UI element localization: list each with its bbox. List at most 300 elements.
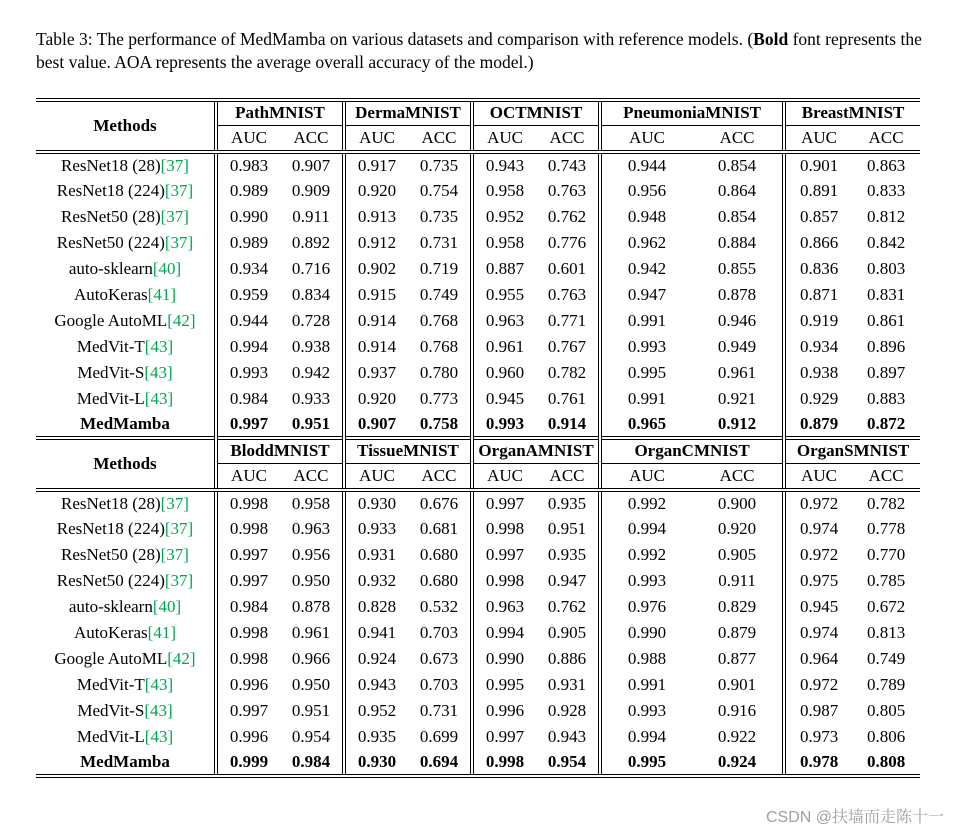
metric-value: 0.972 <box>784 672 852 698</box>
header-row-datasets <box>36 438 920 464</box>
metric-value: 0.930 <box>344 490 408 516</box>
metric-value: 0.991 <box>600 386 692 412</box>
metric-value: 0.998 <box>472 516 536 542</box>
metric-value: 0.997 <box>216 542 280 568</box>
metric-value: 0.768 <box>419 310 459 330</box>
metric-value: 0.930 <box>344 750 408 776</box>
metric-value: 0.972 <box>784 542 852 568</box>
metric-header-acc: ACC <box>852 126 920 152</box>
metric-value: 0.768 <box>419 336 459 356</box>
metric-value: 0.991 <box>600 308 692 334</box>
metric-value: 0.770 <box>866 544 906 564</box>
citation-link[interactable]: [43] <box>144 674 174 694</box>
metric-value: 0.771 <box>547 310 587 330</box>
method-label: Google AutoML <box>54 310 168 330</box>
table-row <box>36 568 920 594</box>
metric-value: 0.763 <box>547 284 587 304</box>
method-name <box>36 386 216 412</box>
metric-value: 0.905 <box>547 622 587 642</box>
metric-value: 0.995 <box>600 750 692 776</box>
table-row <box>36 386 920 412</box>
citation-link[interactable]: [43] <box>144 388 174 408</box>
metric-value: 0.995 <box>600 360 692 386</box>
citation-link[interactable]: [37] <box>160 544 189 564</box>
table-row <box>36 542 920 568</box>
citation-link[interactable]: [43] <box>144 700 173 720</box>
methods-header: Methods <box>36 100 216 152</box>
watermark: CSDN @扶墙而走陈十一 <box>765 809 944 826</box>
method-name <box>36 334 216 360</box>
metric-value: 0.945 <box>472 386 536 412</box>
metric-value: 0.945 <box>784 594 852 620</box>
metric-value: 0.735 <box>419 155 459 175</box>
metric-value: 0.933 <box>291 388 331 408</box>
metric-value: 0.778 <box>866 518 906 538</box>
metric-value: 0.909 <box>291 180 331 200</box>
metric-value: 0.943 <box>547 726 587 746</box>
table-row <box>36 256 920 282</box>
method-label: MedMamba <box>80 751 170 771</box>
metric-value: 0.911 <box>718 570 756 590</box>
citation-link[interactable]: [37] <box>164 570 194 590</box>
metric-value: 0.975 <box>784 568 852 594</box>
metric-header-auc: AUC <box>784 126 852 152</box>
method-name <box>36 698 216 724</box>
metric-value: 0.944 <box>216 308 280 334</box>
metric-value: 0.997 <box>472 542 536 568</box>
metric-value: 0.920 <box>717 518 757 538</box>
citation-link[interactable]: [42] <box>167 310 196 330</box>
metric-value: 0.994 <box>600 724 692 750</box>
metric-value: 0.883 <box>866 388 906 408</box>
metric-value: 0.780 <box>419 362 459 382</box>
metric-value: 0.956 <box>291 544 331 564</box>
method-label: ResNet50 (224) <box>56 232 165 252</box>
metric-value: 0.964 <box>784 646 852 672</box>
metric-value: 0.963 <box>472 308 536 334</box>
metric-value: 0.758 <box>419 413 459 433</box>
method-label: ResNet18 (28) <box>61 493 161 513</box>
metric-header-auc: AUC <box>472 126 536 152</box>
table-row <box>36 750 920 776</box>
metric-value: 0.676 <box>419 493 459 513</box>
metric-value: 0.866 <box>784 230 852 256</box>
table-row <box>36 594 920 620</box>
metric-value: 0.937 <box>344 360 408 386</box>
citation-link[interactable]: [42] <box>167 648 196 668</box>
citation-link[interactable]: [41] <box>147 284 176 304</box>
metric-value: 0.960 <box>472 360 536 386</box>
metric-value: 0.836 <box>784 256 852 282</box>
metric-value: 0.929 <box>784 386 852 412</box>
metric-value: 0.989 <box>216 230 280 256</box>
metric-value: 0.934 <box>216 256 280 282</box>
metric-value: 0.871 <box>784 282 852 308</box>
metric-value: 0.938 <box>291 336 331 356</box>
metric-value: 0.892 <box>291 232 331 252</box>
metric-value: 0.952 <box>472 204 536 230</box>
metric-value: 0.994 <box>600 516 692 542</box>
metric-value: 0.947 <box>547 570 587 590</box>
metric-value: 0.954 <box>291 726 331 746</box>
metric-value: 0.972 <box>784 490 852 516</box>
metric-value: 0.993 <box>472 412 536 438</box>
metric-value: 0.855 <box>717 258 757 278</box>
header-row-datasets <box>36 100 920 126</box>
table-row <box>36 672 920 698</box>
method-name <box>36 594 216 620</box>
metric-value: 0.994 <box>216 334 280 360</box>
metric-value: 0.973 <box>784 724 852 750</box>
method-label: ResNet50 (28) <box>61 544 161 564</box>
metric-value: 0.948 <box>600 204 692 230</box>
metric-value: 0.935 <box>547 544 587 564</box>
metric-value: 0.966 <box>291 648 331 668</box>
metric-value: 0.942 <box>600 256 692 282</box>
metric-value: 0.762 <box>547 206 587 226</box>
method-name <box>36 282 216 308</box>
metric-value: 0.601 <box>547 258 587 278</box>
metric-value: 0.993 <box>600 568 692 594</box>
metric-value: 0.933 <box>344 516 408 542</box>
dataset-header-organcmnist: OrganCMNIST <box>600 438 784 464</box>
metric-value: 0.919 <box>784 308 852 334</box>
metric-value: 0.731 <box>419 700 459 720</box>
method-label: ResNet18 (224) <box>56 518 165 538</box>
metric-value: 0.808 <box>852 750 920 776</box>
metric-value: 0.993 <box>600 698 692 724</box>
table-row <box>36 646 920 672</box>
metric-value: 0.931 <box>547 674 587 694</box>
metric-value: 0.829 <box>717 596 757 616</box>
metric-value: 0.828 <box>344 594 408 620</box>
table-row <box>36 178 920 204</box>
metric-value: 0.813 <box>866 622 906 642</box>
citation-link[interactable]: [37] <box>160 206 189 226</box>
method-label: AutoKeras <box>74 284 148 304</box>
metric-value: 0.812 <box>866 206 906 226</box>
metric-value: 0.962 <box>600 230 692 256</box>
metric-value: 0.789 <box>866 674 906 694</box>
caption-bold-word: Bold <box>753 29 789 49</box>
metric-value: 0.959 <box>216 282 280 308</box>
method-label: AutoKeras <box>74 622 148 642</box>
metric-value: 0.694 <box>408 750 472 776</box>
metric-value: 0.995 <box>472 672 536 698</box>
table-row <box>36 490 920 516</box>
metric-value: 0.782 <box>866 493 906 513</box>
metric-value: 0.897 <box>866 362 906 382</box>
metric-value: 0.997 <box>216 568 280 594</box>
metric-header-auc: AUC <box>344 126 408 152</box>
metric-value: 0.762 <box>547 596 587 616</box>
method-name <box>36 516 216 542</box>
metric-value: 0.879 <box>717 622 757 642</box>
metric-value: 0.999 <box>216 750 280 776</box>
citation-link[interactable]: [40] <box>152 258 182 278</box>
metric-value: 0.916 <box>717 700 757 720</box>
method-name <box>36 568 216 594</box>
method-label: MedVit-T <box>76 336 145 356</box>
dataset-header-tissuemnist: TissueMNIST <box>344 438 472 464</box>
citation-link[interactable]: [43] <box>144 726 174 746</box>
metric-value: 0.961 <box>291 622 331 642</box>
metric-value: 0.879 <box>784 412 852 438</box>
metric-header-acc: ACC <box>692 464 784 490</box>
metric-value: 0.931 <box>344 542 408 568</box>
metric-value: 0.878 <box>717 284 757 304</box>
method-label: MedVit-S <box>77 362 145 382</box>
table-row <box>36 698 920 724</box>
metric-value: 0.942 <box>291 362 331 382</box>
metric-value: 0.761 <box>547 388 587 408</box>
metric-value: 0.922 <box>717 726 757 746</box>
dataset-header-bloddmnist: BloddMNIST <box>216 438 344 464</box>
metric-value: 0.965 <box>600 412 692 438</box>
metric-value: 0.673 <box>419 648 459 668</box>
method-name <box>36 620 216 646</box>
metric-value: 0.914 <box>547 413 587 433</box>
method-label: ResNet18 (224) <box>56 180 165 200</box>
metric-value: 0.992 <box>600 542 692 568</box>
metric-value: 0.998 <box>472 750 536 776</box>
metric-value: 0.912 <box>717 413 757 433</box>
method-label: MedVit-L <box>76 388 145 408</box>
metric-value: 0.681 <box>419 518 459 538</box>
metric-value: 0.915 <box>344 282 408 308</box>
metric-value: 0.963 <box>291 518 331 538</box>
method-name <box>36 646 216 672</box>
metric-value: 0.782 <box>547 362 587 382</box>
metric-value: 0.716 <box>291 258 331 278</box>
metric-value: 0.988 <box>600 646 692 672</box>
citation-link[interactable]: [37] <box>160 155 189 175</box>
method-label: ResNet50 (224) <box>56 570 165 590</box>
metric-header-acc: ACC <box>408 126 472 152</box>
metric-value: 0.997 <box>216 698 280 724</box>
metric-value: 0.924 <box>692 750 784 776</box>
metric-value: 0.878 <box>291 596 331 616</box>
metric-header-auc: AUC <box>784 464 852 490</box>
metric-value: 0.785 <box>866 570 906 590</box>
metric-value: 0.976 <box>600 594 692 620</box>
metric-value: 0.951 <box>547 518 587 538</box>
metric-value: 0.932 <box>344 568 408 594</box>
metric-value: 0.743 <box>547 155 587 175</box>
metric-value: 0.912 <box>344 230 408 256</box>
method-name <box>36 152 216 178</box>
metric-value: 0.854 <box>717 155 757 175</box>
metric-value: 0.864 <box>717 180 757 200</box>
metric-value: 0.941 <box>344 620 408 646</box>
metric-header-auc: AUC <box>344 464 408 490</box>
metric-value: 0.997 <box>472 490 536 516</box>
metric-value: 0.949 <box>717 336 757 356</box>
metric-value: 0.992 <box>600 490 692 516</box>
metric-value: 0.921 <box>717 388 757 408</box>
metric-value: 0.896 <box>866 336 906 356</box>
metric-value: 0.955 <box>472 282 536 308</box>
metric-value: 0.831 <box>866 284 906 304</box>
citation-link[interactable]: [43] <box>144 362 173 382</box>
metric-value: 0.924 <box>344 646 408 672</box>
method-name <box>36 360 216 386</box>
metric-value: 0.983 <box>216 152 280 178</box>
metric-value: 0.978 <box>784 750 852 776</box>
metric-header-acc: ACC <box>280 464 344 490</box>
metric-value: 0.905 <box>717 544 757 564</box>
metric-value: 0.934 <box>784 334 852 360</box>
metric-value: 0.907 <box>344 412 408 438</box>
metric-header-acc: ACC <box>280 126 344 152</box>
metric-value: 0.944 <box>600 152 692 178</box>
metric-value: 0.990 <box>216 204 280 230</box>
method-name <box>36 412 216 438</box>
method-label: MedMamba <box>80 413 170 433</box>
metric-value: 0.935 <box>344 724 408 750</box>
metric-value: 0.938 <box>784 360 852 386</box>
method-name <box>36 256 216 282</box>
metric-value: 0.735 <box>419 206 459 226</box>
dataset-header-pathmnist: PathMNIST <box>216 100 344 126</box>
metric-value: 0.900 <box>717 493 757 513</box>
metric-value: 0.947 <box>600 282 692 308</box>
caption-text-suffix: font represents the best value. AOA represents the average overall accuracy of the model.) <box>36 29 922 72</box>
metric-value: 0.956 <box>600 178 692 204</box>
methods-header: Methods <box>36 438 216 490</box>
metric-value: 0.952 <box>344 698 408 724</box>
metric-value: 0.958 <box>472 230 536 256</box>
citation-link[interactable]: [37] <box>160 493 189 513</box>
table-row <box>36 282 920 308</box>
metric-value: 0.917 <box>344 152 408 178</box>
metric-value: 0.996 <box>216 724 280 750</box>
citation-link[interactable]: [37] <box>164 232 194 252</box>
method-name <box>36 542 216 568</box>
metric-value: 0.951 <box>291 413 331 433</box>
metric-value: 0.963 <box>472 594 536 620</box>
caption-text-prefix: Table 3: The performance of MedMamba on various datasets and comparison with reference models. ( <box>36 29 754 49</box>
metric-value: 0.719 <box>419 258 459 278</box>
metric-value: 0.998 <box>216 490 280 516</box>
citation-link[interactable]: [37] <box>164 518 194 538</box>
metric-value: 0.901 <box>717 674 757 694</box>
method-label: MedVit-S <box>77 700 145 720</box>
citation-link[interactable]: [37] <box>164 180 194 200</box>
metric-value: 0.680 <box>419 544 459 564</box>
metric-value: 0.984 <box>280 750 344 776</box>
metric-value: 0.749 <box>866 648 906 668</box>
table-row <box>36 412 920 438</box>
metric-value: 0.961 <box>472 334 536 360</box>
dataset-header-pneumoniamnist: PneumoniaMNIST <box>600 100 784 126</box>
metric-value: 0.997 <box>472 724 536 750</box>
results-table <box>36 98 920 778</box>
metric-value: 0.699 <box>419 726 459 746</box>
metric-value: 0.911 <box>292 206 330 226</box>
metric-value: 0.958 <box>291 493 331 513</box>
metric-value: 0.914 <box>344 334 408 360</box>
metric-header-auc: AUC <box>600 464 692 490</box>
metric-value: 0.943 <box>472 152 536 178</box>
metric-value: 0.987 <box>784 698 852 724</box>
metric-value: 0.834 <box>291 284 331 304</box>
metric-value: 0.754 <box>419 180 459 200</box>
metric-value: 0.990 <box>472 646 536 672</box>
metric-value: 0.891 <box>784 178 852 204</box>
method-name <box>36 178 216 204</box>
metric-value: 0.990 <box>600 620 692 646</box>
method-label: auto-sklearn <box>68 258 153 278</box>
metric-value: 0.951 <box>291 700 331 720</box>
method-label: MedVit-L <box>76 726 145 746</box>
citation-link[interactable]: [40] <box>152 596 182 616</box>
dataset-header-dermamnist: DermaMNIST <box>344 100 472 126</box>
metric-value: 0.920 <box>344 178 408 204</box>
table-caption <box>36 28 928 74</box>
method-label: ResNet50 (28) <box>61 206 161 226</box>
metric-value: 0.984 <box>216 594 280 620</box>
metric-value: 0.954 <box>536 750 600 776</box>
table-row <box>36 620 920 646</box>
metric-value: 0.996 <box>472 698 536 724</box>
dataset-header-breastmnist: BreastMNIST <box>784 100 920 126</box>
metric-value: 0.805 <box>866 700 906 720</box>
table-row <box>36 724 920 750</box>
metric-value: 0.991 <box>600 672 692 698</box>
metric-value: 0.886 <box>547 648 587 668</box>
method-name <box>36 490 216 516</box>
metric-header-auc: AUC <box>216 126 280 152</box>
metric-value: 0.974 <box>784 516 852 542</box>
metric-value: 0.680 <box>419 570 459 590</box>
method-label: MedVit-T <box>76 674 145 694</box>
metric-value: 0.901 <box>784 152 852 178</box>
metric-value: 0.767 <box>547 336 587 356</box>
metric-value: 0.773 <box>419 388 459 408</box>
metric-value: 0.857 <box>784 204 852 230</box>
metric-value: 0.993 <box>600 334 692 360</box>
method-name <box>36 724 216 750</box>
dataset-header-organsmnist: OrganSMNIST <box>784 438 920 464</box>
method-name <box>36 230 216 256</box>
table-row <box>36 204 920 230</box>
metric-value: 0.935 <box>547 493 587 513</box>
dataset-header-octmnist: OCTMNIST <box>472 100 600 126</box>
metric-value: 0.993 <box>216 360 280 386</box>
metric-value: 0.861 <box>866 310 906 330</box>
metric-value: 0.996 <box>216 672 280 698</box>
citation-link[interactable]: [43] <box>144 336 174 356</box>
citation-link[interactable]: [41] <box>147 622 176 642</box>
metric-value: 0.877 <box>717 648 757 668</box>
metric-header-acc: ACC <box>852 464 920 490</box>
metric-value: 0.872 <box>866 413 906 433</box>
method-label: ResNet18 (28) <box>61 155 161 175</box>
table-row <box>36 308 920 334</box>
metric-value: 0.703 <box>419 674 459 694</box>
metric-value: 0.994 <box>472 620 536 646</box>
metric-value: 0.914 <box>344 308 408 334</box>
metric-value: 0.887 <box>472 256 536 282</box>
metric-value: 0.884 <box>717 232 757 252</box>
metric-value: 0.863 <box>866 155 906 175</box>
method-label: auto-sklearn <box>68 596 153 616</box>
table-row <box>36 360 920 386</box>
metric-value: 0.672 <box>866 596 906 616</box>
metric-value: 0.806 <box>866 726 906 746</box>
metric-value: 0.776 <box>547 232 587 252</box>
